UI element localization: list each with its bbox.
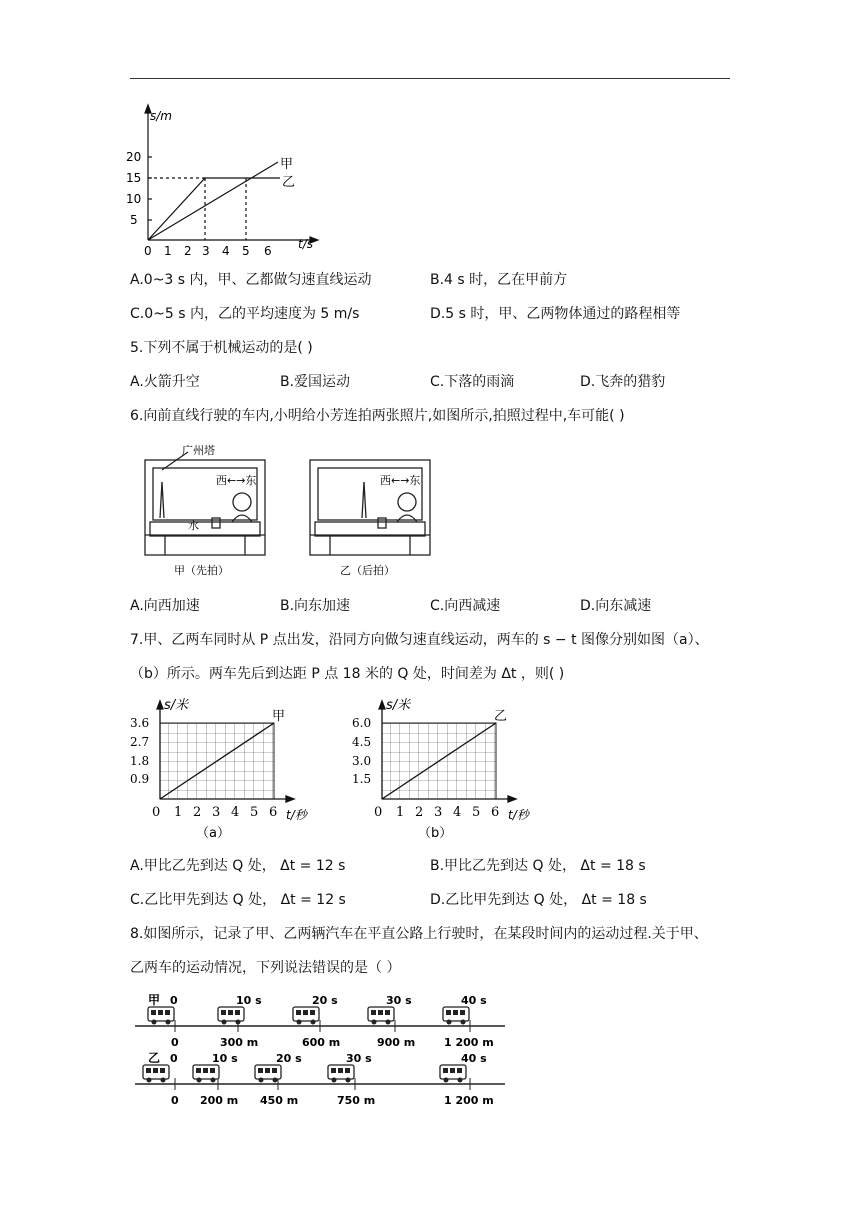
y-axis-label: s/m <box>150 109 172 123</box>
y-axis-label: s/米 <box>386 698 411 713</box>
y-tick: 1.8 <box>130 754 150 768</box>
x-tick: 6 <box>269 805 278 820</box>
direction-label: 西←→东 <box>216 474 257 487</box>
q6-option-a: A.向西加速 <box>130 598 200 614</box>
q5-option-d: D.飞奔的猎豹 <box>580 374 666 390</box>
time-label: 10 s <box>236 994 262 1007</box>
distance-label: 900 m <box>377 1036 416 1049</box>
distance-label: 0 <box>171 1094 179 1107</box>
q5-option-c: C.下落的雨滴 <box>430 374 515 390</box>
q5-option-b: B.爱国运动 <box>280 374 351 390</box>
q7-option-a: A.甲比乙先到达 Q 处， Δt = 12 s <box>130 858 346 874</box>
photo-caption-1: 甲（先拍） <box>174 564 229 577</box>
line-jia <box>148 162 278 240</box>
time-label: 30 s <box>386 994 412 1007</box>
q7-graph-b <box>352 695 552 845</box>
time-label: 0 <box>170 994 178 1007</box>
header-rule <box>130 78 730 79</box>
x-tick: 3 <box>202 244 210 258</box>
x-tick: 2 <box>415 805 424 820</box>
time-label: 20 s <box>276 1052 302 1065</box>
photo-caption-2: 乙（后拍） <box>340 564 395 577</box>
line-yi <box>148 178 280 240</box>
y-tick: 0.9 <box>130 772 150 786</box>
origin-label: 0 <box>152 805 161 820</box>
x-tick: 5 <box>250 805 259 820</box>
x-tick: 4 <box>231 805 240 820</box>
time-label: 0 <box>170 1052 178 1065</box>
graph-caption: （a） <box>196 826 230 841</box>
time-label: 10 s <box>212 1052 238 1065</box>
x-tick: 3 <box>434 805 443 820</box>
x-tick: 3 <box>212 805 221 820</box>
y-tick: 15 <box>126 171 142 185</box>
water-label: 水 <box>188 519 199 532</box>
q7-stem-line2: （b）所示。两车先后到达距 P 点 18 米的 Q 处，时间差为 Δt ，则( ) <box>130 666 565 682</box>
q7-graph-a <box>130 695 320 845</box>
time-label: 40 s <box>461 1052 487 1065</box>
q4-option-d: D.5 s 时，甲、乙两物体通过的路程相等 <box>430 306 681 322</box>
q5-option-a: A.火箭升空 <box>130 374 200 390</box>
q6-option-b: B.向东加速 <box>280 598 351 614</box>
q6-option-c: C.向西减速 <box>430 598 501 614</box>
q7-option-b: B.甲比乙先到达 Q 处， Δt = 18 s <box>430 858 646 874</box>
q6-stem: 6.向前直线行驶的车内,小明给小芳连拍两张照片,如图所示,拍照过程中,车可能( ) <box>130 408 625 424</box>
row-name: 乙 <box>148 1051 161 1065</box>
y-axis-label: s/米 <box>164 698 189 713</box>
distance-label: 750 m <box>337 1094 376 1107</box>
tower-label: 广州塔 <box>182 444 215 457</box>
origin-label: 0 <box>374 805 383 820</box>
x-tick: 6 <box>491 805 500 820</box>
y-tick: 6.0 <box>352 716 372 730</box>
distance-label: 1 200 m <box>444 1094 494 1107</box>
label-jia: 甲 <box>280 157 294 172</box>
x-tick: 2 <box>193 805 202 820</box>
y-tick: 20 <box>126 150 142 164</box>
time-label: 30 s <box>346 1052 372 1065</box>
q7-option-c: C.乙比甲先到达 Q 处， Δt = 12 s <box>130 892 346 908</box>
line-name: 乙 <box>494 709 508 724</box>
x-axis-label: t/秒 <box>508 808 529 822</box>
st-graph-jia-yi <box>126 100 330 260</box>
q7-option-d: D.乙比甲先到达 Q 处， Δt = 18 s <box>430 892 647 908</box>
origin-label: 0 <box>144 244 152 258</box>
x-tick: 2 <box>184 244 192 258</box>
x-tick: 1 <box>174 805 183 820</box>
x-tick: 1 <box>396 805 405 820</box>
x-tick: 4 <box>453 805 462 820</box>
q4-option-a: A.0~3 s 内，甲、乙都做匀速直线运动 <box>130 272 372 288</box>
q4-option-b: B.4 s 时，乙在甲前方 <box>430 272 568 288</box>
distance-label: 1 200 m <box>444 1036 494 1049</box>
y-tick: 3.0 <box>352 754 372 768</box>
q4-option-c: C.0~5 s 内，乙的平均速度为 5 m/s <box>130 306 360 322</box>
q6-photos-figure <box>140 440 440 590</box>
q8-cars-figure <box>130 990 520 1110</box>
distance-label: 0 <box>171 1036 179 1049</box>
y-tick: 2.7 <box>130 735 150 749</box>
x-tick: 6 <box>264 244 272 258</box>
row-name: 甲 <box>148 993 161 1007</box>
x-tick: 1 <box>164 244 172 258</box>
y-tick: 10 <box>126 192 142 206</box>
line-name: 甲 <box>272 709 286 724</box>
q5-stem: 5.下列不属于机械运动的是( ) <box>130 340 313 356</box>
time-label: 40 s <box>461 994 487 1007</box>
graph-caption: （b） <box>418 826 453 841</box>
q8-stem-line2: 乙两车的运动情况，下列说法错误的是（ ） <box>130 960 401 976</box>
x-axis-label: t/s <box>298 237 313 251</box>
y-tick: 1.5 <box>352 772 372 786</box>
time-label: 20 s <box>312 994 338 1007</box>
x-tick: 4 <box>222 244 230 258</box>
label-yi: 乙 <box>282 175 296 190</box>
y-tick: 5 <box>130 213 138 227</box>
distance-label: 600 m <box>302 1036 341 1049</box>
y-tick: 4.5 <box>352 735 372 749</box>
q6-option-d: D.向东减速 <box>580 598 652 614</box>
y-tick: 3.6 <box>130 716 150 730</box>
q7-stem-line1: 7.甲、乙两车同时从 P 点出发，沿同方向做匀速直线运动，两车的 s − t 图像分别如图（a）、 <box>130 632 709 648</box>
q8-stem-line1: 8.如图所示，记录了甲、乙两辆汽车在平直公路上行驶时，在某段时间内的运动过程.关于甲、 <box>130 926 708 942</box>
x-axis-label: t/秒 <box>286 808 307 822</box>
x-tick: 5 <box>472 805 481 820</box>
distance-label: 450 m <box>260 1094 299 1107</box>
distance-label: 200 m <box>200 1094 239 1107</box>
direction-label: 西←→东 <box>380 474 421 487</box>
x-tick: 5 <box>242 244 250 258</box>
distance-label: 300 m <box>220 1036 259 1049</box>
